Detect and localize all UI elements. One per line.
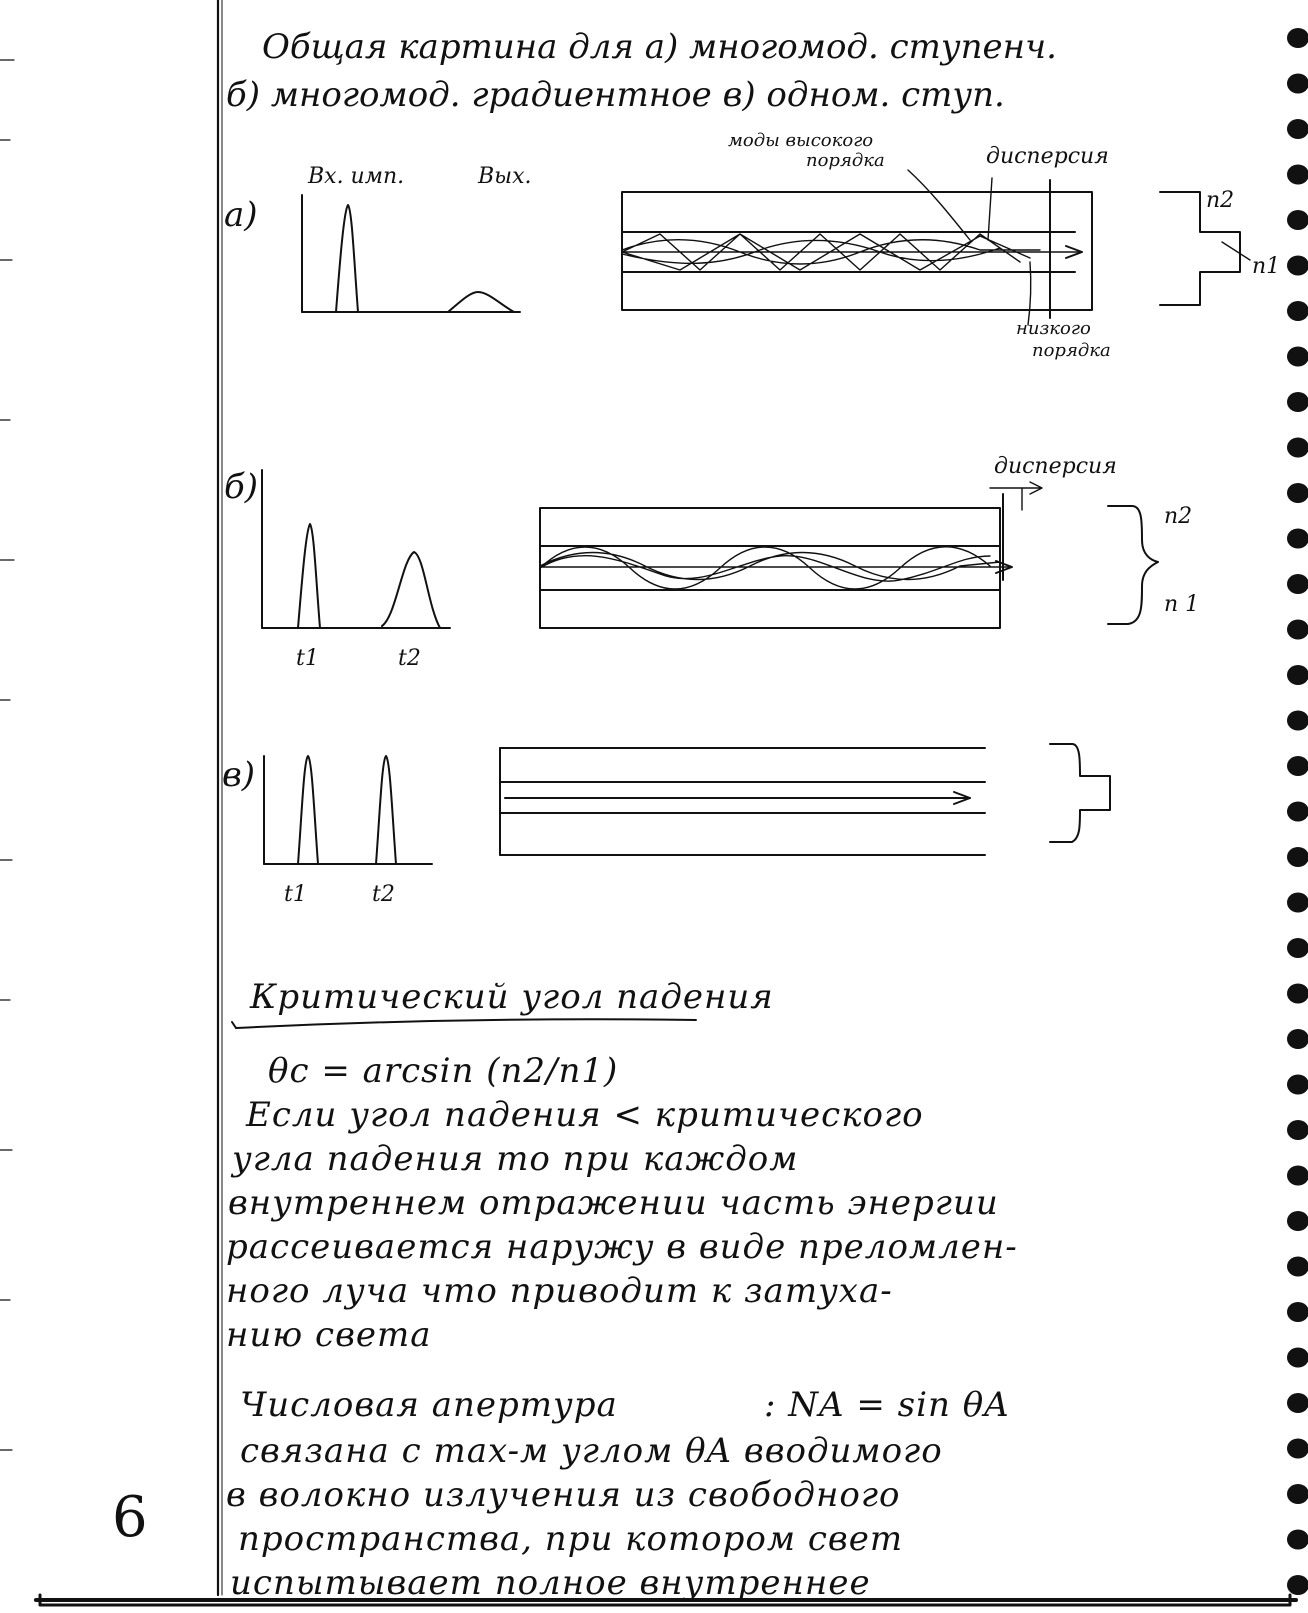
- header-line-2: б) многомод. градиентное в) одном. ступ.: [226, 75, 1005, 115]
- critical-line: ного луча что приводит к затуха-: [226, 1271, 893, 1311]
- diagram-a-letter: а): [224, 195, 258, 235]
- spiral-hole: [1287, 483, 1308, 503]
- spiral-hole: [1287, 529, 1308, 549]
- spiral-hole: [1287, 210, 1308, 230]
- aperture-line: в волокно излучения из свободного: [226, 1475, 901, 1515]
- page-number: 6: [112, 1485, 148, 1550]
- profile-c: [1050, 744, 1110, 842]
- critical-title-hook: [232, 1022, 236, 1028]
- critical-line: Если угол падения < критического: [246, 1095, 924, 1135]
- diagram-c-t1: t1: [284, 882, 307, 907]
- spiral-hole: [1287, 665, 1308, 685]
- diagram-b-t2: t2: [398, 646, 421, 671]
- diagram-c-letter: в): [222, 755, 256, 795]
- spiral-hole: [1287, 847, 1308, 867]
- spiral-hole: [1287, 1393, 1308, 1413]
- spiral-hole: [1287, 1120, 1308, 1140]
- spiral-hole: [1287, 711, 1308, 731]
- aperture-title: Числовая апертура: [240, 1385, 618, 1425]
- diagram-a-low-modes-top: низкого: [1016, 318, 1091, 339]
- plot-b-pulse-2: [382, 552, 440, 628]
- critical-line: угла падения то при каждом: [232, 1139, 799, 1179]
- dispersion-arrows-b: [990, 482, 1042, 510]
- plot-c-pulse-1: [298, 756, 318, 864]
- spiral-hole: [1287, 984, 1308, 1004]
- spiral-hole: [1287, 802, 1308, 822]
- fiber-b-rays: [540, 547, 1010, 589]
- spiral-hole: [1287, 392, 1308, 412]
- plot-c-pulse-2: [376, 756, 396, 864]
- diagram-b-n2: n2: [1164, 504, 1193, 529]
- spiral-hole: [1287, 1575, 1308, 1595]
- diagram-a-input-label: Вх. имп.: [308, 164, 405, 189]
- diagram-b-t1: t1: [296, 646, 319, 671]
- critical-title-underline: [236, 1019, 696, 1028]
- spiral-hole: [1287, 28, 1308, 48]
- header-line-1: Общая картина для а) многомод. ступенч.: [262, 27, 1057, 67]
- spiral-binding: [1287, 28, 1308, 1595]
- spiral-hole: [1287, 438, 1308, 458]
- critical-title: Критический угол падения: [250, 977, 774, 1017]
- spiral-hole: [1287, 1075, 1308, 1095]
- spiral-hole: [1287, 1211, 1308, 1231]
- diagram-b-dispersion-label: дисперсия: [994, 454, 1117, 479]
- spiral-hole: [1287, 1484, 1308, 1504]
- diagram-a-dispersion-label: дисперсия: [986, 144, 1109, 169]
- aperture-line: испытывает полное внутреннее: [230, 1563, 871, 1603]
- critical-line: внутреннем отражении часть энергии: [228, 1183, 999, 1223]
- diagram-a-modes-label-bottom: порядка: [806, 150, 885, 171]
- critical-line: нию света: [226, 1315, 432, 1355]
- profile-a-tick: [1222, 242, 1250, 260]
- plot-c-axes: [264, 756, 432, 864]
- plot-b-pulse-1: [298, 524, 320, 628]
- spiral-hole: [1287, 1257, 1308, 1277]
- spiral-hole: [1287, 938, 1308, 958]
- spiral-hole: [1287, 893, 1308, 913]
- spiral-hole: [1287, 1439, 1308, 1459]
- plot-b-axes: [262, 470, 450, 628]
- modes-pointer-a: [908, 170, 970, 240]
- aperture-formula: : NA = sin θA: [764, 1385, 1010, 1425]
- dispersion-pointer-a: [988, 178, 992, 240]
- spiral-hole: [1287, 1302, 1308, 1322]
- spiral-hole: [1287, 347, 1308, 367]
- diagram-a-low-modes-bottom: порядка: [1032, 340, 1111, 361]
- spiral-hole: [1287, 1348, 1308, 1368]
- spiral-hole: [1287, 620, 1308, 640]
- fiber-a-rays: [622, 234, 1080, 270]
- critical-formula: θc = arcsin (n2/n1): [268, 1051, 619, 1091]
- diagram-a-n1: n1: [1252, 254, 1281, 279]
- spiral-hole: [1287, 165, 1308, 185]
- spiral-hole: [1287, 756, 1308, 776]
- aperture-line: пространства, при котором свет: [238, 1519, 904, 1559]
- diagram-a-n2: n2: [1206, 188, 1235, 213]
- aperture-line: связана с max-м углом θA вводимого: [240, 1431, 943, 1471]
- diagram-a-output-label: Вых.: [478, 164, 532, 189]
- spiral-hole: [1287, 119, 1308, 139]
- fiber-b: [540, 482, 1042, 628]
- spiral-hole: [1287, 1166, 1308, 1186]
- diagram-b-letter: б): [224, 467, 259, 507]
- spiral-hole: [1287, 256, 1308, 276]
- diagram-b-n1: n 1: [1164, 592, 1200, 617]
- spiral-hole: [1287, 1029, 1308, 1049]
- profile-b: [1108, 506, 1158, 624]
- left-edge-ticks: [0, 60, 14, 1450]
- plot-a-input-pulse: [336, 205, 358, 312]
- fiber-c: [500, 748, 985, 855]
- plot-a-output-pulse: [448, 292, 514, 312]
- spiral-hole: [1287, 1530, 1308, 1550]
- critical-line: рассеивается наружу в виде преломлен-: [226, 1227, 1018, 1267]
- diagram-a-modes-label-top: моды высокого: [728, 130, 874, 151]
- spiral-hole: [1287, 74, 1308, 94]
- fiber-a: [622, 170, 1092, 325]
- spiral-hole: [1287, 574, 1308, 594]
- spiral-hole: [1287, 301, 1308, 321]
- diagram-c-t2: t2: [372, 882, 395, 907]
